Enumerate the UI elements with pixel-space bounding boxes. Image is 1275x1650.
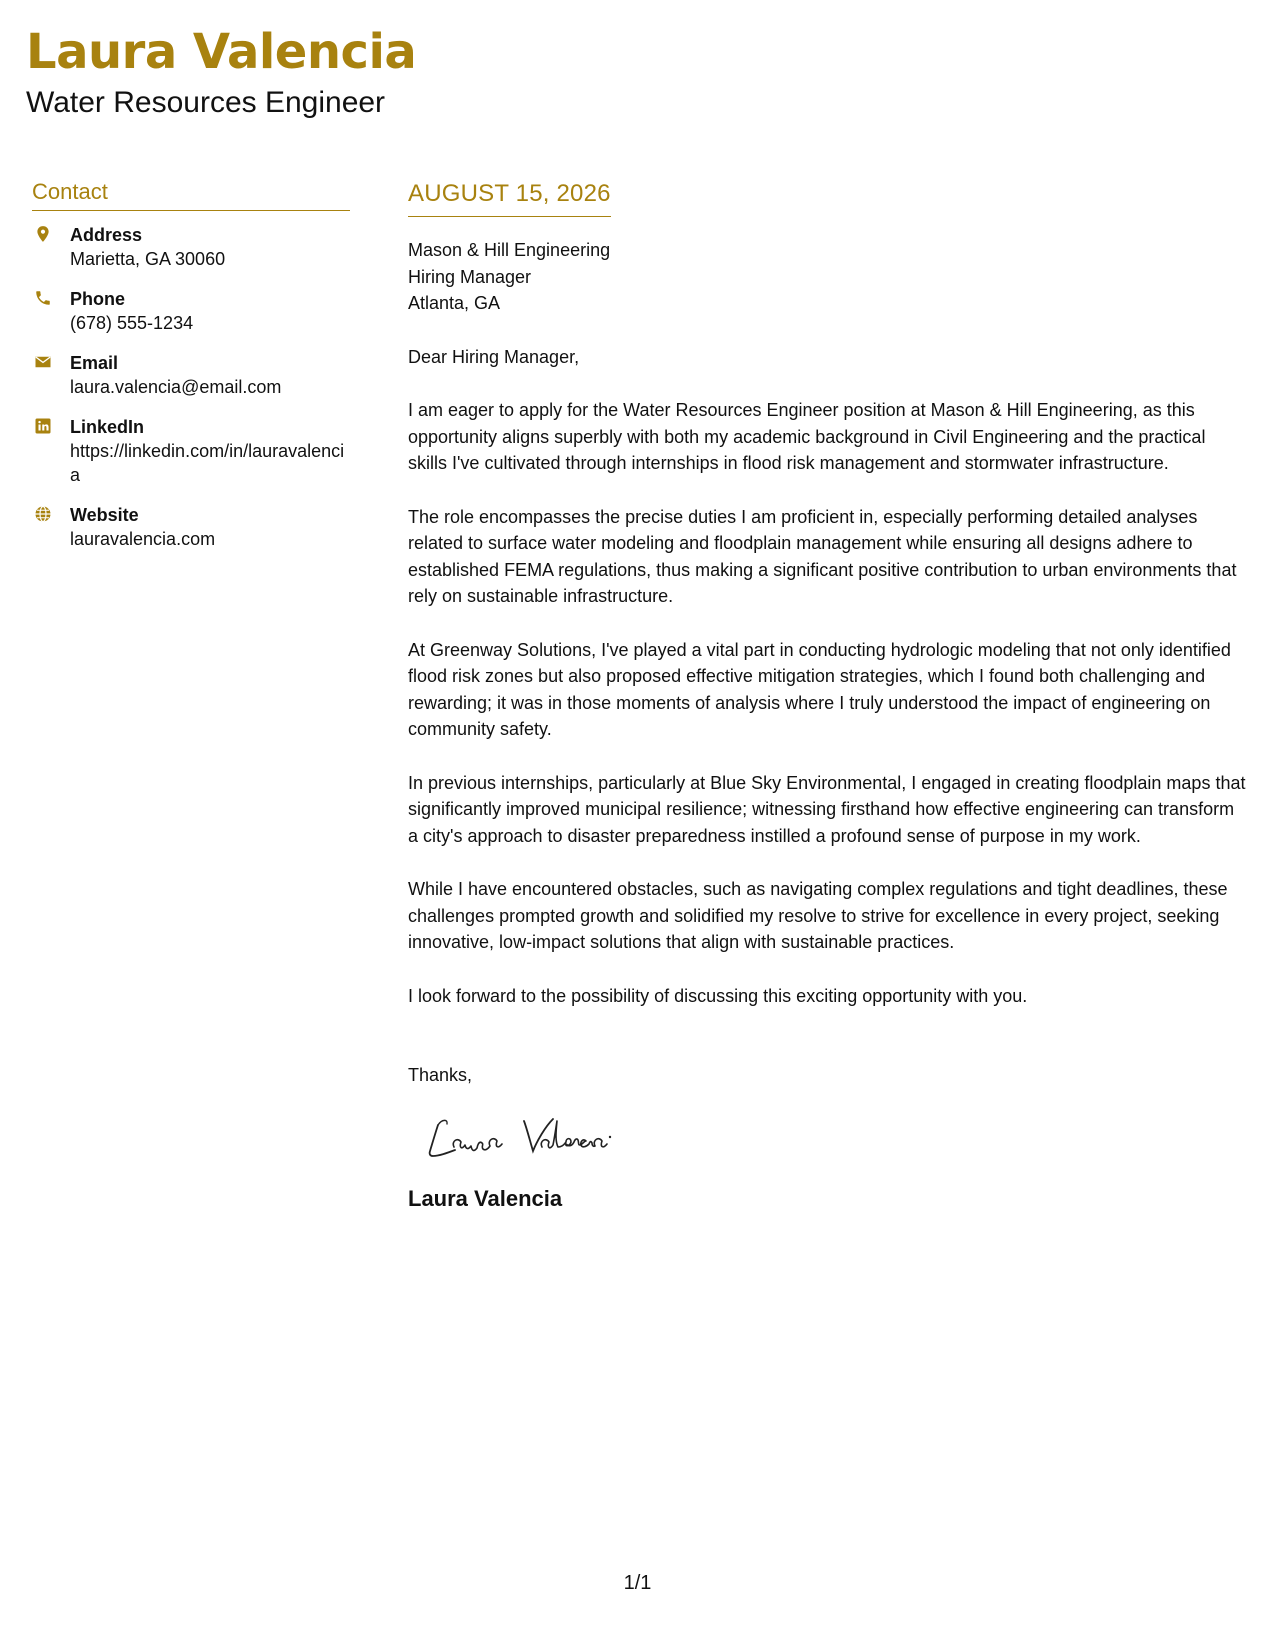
contact-label-linkedin: LinkedIn <box>70 417 145 437</box>
applicant-name: Laura Valencia <box>26 24 417 80</box>
phone-icon <box>34 289 52 307</box>
recipient-company: Mason & Hill Engineering <box>408 240 611 260</box>
letter-paragraph: The role encompasses the precise duties I am proficient in, especially performing detailed analyses related to surface water modeling and floodplain management while ensuring all designs adhere to established FEMA regulations, thus making a significant positive contribution to urban environments that rely on sustainable infrastructure. <box>408 506 1237 606</box>
globe-icon <box>34 505 52 523</box>
letter-paragraph: While I have encountered obstacles, such as navigating complex regulations and tight deadlines, these challenges prompted growth and solidified my resolve to strive for excellence in every project, seeking innovative, low-impact solutions that align with sustainable practices. <box>408 879 1228 952</box>
recipient-location: Atlanta, GA <box>408 293 501 313</box>
handwritten-signature <box>420 1111 660 1165</box>
contact-label-phone: Phone <box>70 289 126 309</box>
contact-value-address: Marietta, GA 30060 <box>70 249 226 269</box>
resume-header <box>26 20 416 122</box>
signer-name: Laura Valencia <box>408 1185 563 1211</box>
contact-item-address <box>32 223 350 271</box>
letter-paragraph: I look forward to the possibility of discussing this exciting opportunity with you. <box>408 985 1028 1006</box>
salutation: Dear Hiring Manager, <box>408 346 580 367</box>
letter-paragraph: At Greenway Solutions, I've played a vital part in conducting hydrologic modeling that not only identified flood risk zones but also proposed effective mitigation strategies, which I found both challenging and rewarding; it was in those moments of analysis where I truly understood the impact of engineering on community safety. <box>408 639 1231 739</box>
cover-letter-body <box>408 178 1248 1213</box>
applicant-title: Water Resources Engineer <box>26 86 386 119</box>
contact-heading: Contact <box>32 178 350 211</box>
contact-label-address: Address <box>70 225 143 245</box>
contact-value-website[interactable]: lauravalencia.com <box>70 529 216 549</box>
page-number: 1/1 <box>623 1572 652 1594</box>
contact-item-email <box>32 351 350 399</box>
recipient-role: Hiring Manager <box>408 266 532 287</box>
contact-label-website: Website <box>70 505 139 525</box>
contact-item-linkedin <box>32 415 350 487</box>
contact-value-linkedin[interactable]: https://linkedin.com/in/lauravalencia <box>70 441 345 485</box>
map-pin-icon <box>34 225 52 243</box>
contact-value-email[interactable]: laura.valencia@email.com <box>70 377 282 397</box>
linkedin-icon <box>34 417 52 435</box>
letter-date-block <box>408 178 611 217</box>
recipient-block <box>408 237 1248 317</box>
contact-item-website <box>32 503 350 551</box>
envelope-icon <box>34 353 52 371</box>
contact-value-phone: (678) 555-1234 <box>70 313 194 333</box>
closing: Thanks, <box>408 1065 473 1085</box>
contact-sidebar <box>32 178 350 567</box>
letter-paragraph: I am eager to apply for the Water Resources Engineer position at Mason & Hill Engineering, as this opportunity aligns superbly with both my academic background in Civil Engineering and the practical skills I've cultivated through internships in flood risk management and stormwater infrastructure. <box>408 400 1206 473</box>
letter-paragraph: In previous internships, particularly at Blue Sky Environmental, I engaged in creating floodplain maps that significantly improved municipal resilience; witnessing firsthand how effective engineering can transform a city's approach to disaster preparedness instilled a profound sense of purpose in my work. <box>408 772 1246 846</box>
letter-date: AUGUST 15, 2026 <box>408 180 611 207</box>
contact-item-phone <box>32 287 350 335</box>
contact-label-email: Email <box>70 353 119 373</box>
